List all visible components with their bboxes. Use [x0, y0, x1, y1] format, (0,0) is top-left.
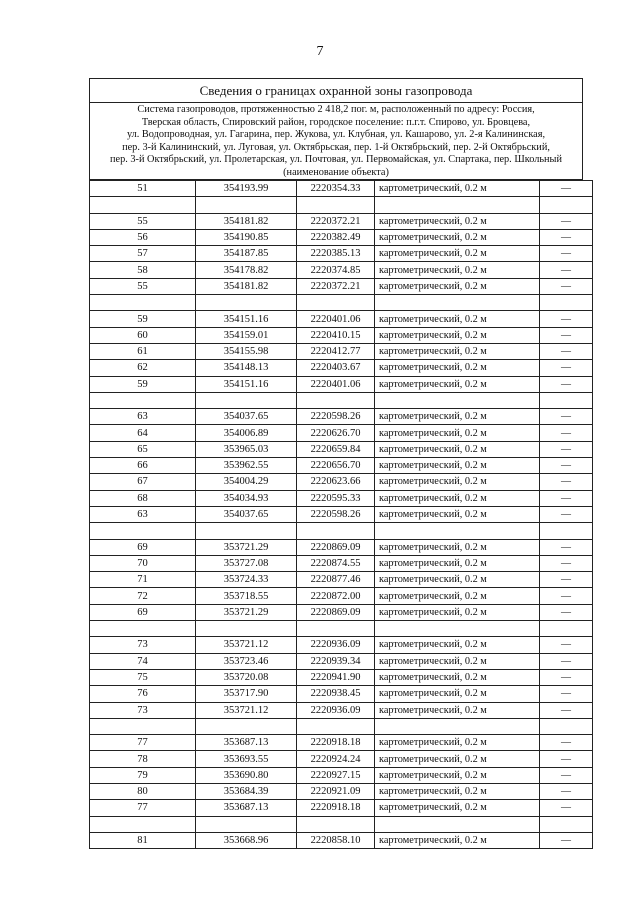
point-number-cell: 75 [90, 669, 196, 685]
coordinate-y-cell [297, 621, 375, 637]
point-number-cell [90, 392, 196, 408]
coordinate-y-cell: 2220623.66 [297, 474, 375, 490]
table-row [90, 588, 593, 604]
point-number-cell: 60 [90, 327, 196, 343]
boundary-description-cell [540, 718, 593, 734]
coordinate-y-cell [297, 718, 375, 734]
coordinate-y-cell: 2220595.33 [297, 490, 375, 506]
table-row [90, 490, 593, 506]
coordinate-y-cell: 2220412.77 [297, 343, 375, 359]
point-number-cell: 80 [90, 783, 196, 799]
point-number-cell: 55 [90, 213, 196, 229]
coordinate-y-cell: 2220918.18 [297, 800, 375, 816]
boundary-description-cell: — [540, 458, 593, 474]
table-row [90, 832, 593, 848]
description-line: ул. Водопроводная, ул. Гагарина, пер. Жукова, ул. Клубная, ул. Кашарово, ул. 2-я Калининская, [126, 129, 546, 141]
table-row [90, 767, 593, 783]
table-row [90, 458, 593, 474]
point-number-cell [90, 621, 196, 637]
coordinate-x-cell [196, 295, 297, 311]
boundary-description-cell [540, 621, 593, 637]
boundary-description-cell: — [540, 327, 593, 343]
coordinate-y-cell [297, 523, 375, 539]
table-row [90, 278, 593, 294]
boundary-description-cell: — [540, 555, 593, 571]
table-row [90, 213, 593, 229]
point-number-cell: 55 [90, 278, 196, 294]
method-accuracy-cell: картометрический, 0.2 м [375, 360, 540, 376]
spacer-row [90, 816, 593, 832]
coordinate-x-cell [196, 718, 297, 734]
coordinate-y-cell: 2220924.24 [297, 751, 375, 767]
section-title: Сведения о границах охранной зоны газопровода [90, 79, 582, 103]
table-row [90, 800, 593, 816]
boundary-description-cell: — [540, 539, 593, 555]
coordinate-x-cell: 354193.99 [196, 181, 297, 197]
table-row [90, 376, 593, 392]
boundary-description-cell: — [540, 735, 593, 751]
point-number-cell: 81 [90, 832, 196, 848]
method-accuracy-cell: картометрический, 0.2 м [375, 637, 540, 653]
method-accuracy-cell: картометрический, 0.2 м [375, 278, 540, 294]
coordinate-y-cell: 2220382.49 [297, 229, 375, 245]
point-number-cell: 56 [90, 229, 196, 245]
table-row [90, 506, 593, 522]
spacer-row [90, 295, 593, 311]
point-number-cell [90, 295, 196, 311]
point-number-cell: 64 [90, 425, 196, 441]
table-row [90, 246, 593, 262]
coordinate-y-cell: 2220372.21 [297, 213, 375, 229]
coordinate-y-cell: 2220921.09 [297, 783, 375, 799]
coordinate-y-cell: 2220403.67 [297, 360, 375, 376]
method-accuracy-cell: картометрический, 0.2 м [375, 458, 540, 474]
coordinate-y-cell: 2220858.10 [297, 832, 375, 848]
coordinate-x-cell [196, 523, 297, 539]
method-accuracy-cell: картометрический, 0.2 м [375, 343, 540, 359]
table-row [90, 360, 593, 376]
point-number-cell: 51 [90, 181, 196, 197]
boundary-description-cell: — [540, 441, 593, 457]
description-line: Система газопроводов, протяженностью 2 418,2 пог. м, расположенный по адресу: Россия, [137, 104, 535, 115]
coordinate-x-cell: 354181.82 [196, 213, 297, 229]
object-description [90, 103, 582, 180]
point-number-cell [90, 197, 196, 213]
boundary-description-cell: — [540, 637, 593, 653]
coordinate-y-cell [297, 295, 375, 311]
point-number-cell: 69 [90, 604, 196, 620]
coordinate-y-cell: 2220401.06 [297, 311, 375, 327]
coordinate-y-cell: 2220410.15 [297, 327, 375, 343]
spacer-row [90, 523, 593, 539]
point-number-cell: 62 [90, 360, 196, 376]
coordinate-x-cell [196, 392, 297, 408]
method-accuracy-cell: картометрический, 0.2 м [375, 181, 540, 197]
method-accuracy-cell: картометрический, 0.2 м [375, 246, 540, 262]
coordinate-y-cell: 2220372.21 [297, 278, 375, 294]
table-row [90, 686, 593, 702]
table-row [90, 229, 593, 245]
coordinate-y-cell [297, 197, 375, 213]
coordinate-y-cell: 2220354.33 [297, 181, 375, 197]
method-accuracy-cell [375, 523, 540, 539]
table-row [90, 653, 593, 669]
coordinate-x-cell: 354148.13 [196, 360, 297, 376]
coordinate-x-cell: 353718.55 [196, 588, 297, 604]
spacer-row [90, 392, 593, 408]
method-accuracy-cell: картометрический, 0.2 м [375, 441, 540, 457]
boundary-description-cell [540, 816, 593, 832]
boundary-description-cell: — [540, 213, 593, 229]
method-accuracy-cell: картометрический, 0.2 м [375, 604, 540, 620]
boundary-description-cell: — [540, 604, 593, 620]
coordinate-y-cell: 2220626.70 [297, 425, 375, 441]
coordinate-x-cell: 353724.33 [196, 572, 297, 588]
table-row [90, 343, 593, 359]
coordinates-table [89, 180, 593, 849]
point-number-cell: 67 [90, 474, 196, 490]
boundary-description-cell: — [540, 474, 593, 490]
boundary-description-cell: — [540, 262, 593, 278]
coordinate-y-cell: 2220374.85 [297, 262, 375, 278]
point-number-cell: 59 [90, 376, 196, 392]
coordinate-y-cell: 2220872.00 [297, 588, 375, 604]
table-row [90, 555, 593, 571]
method-accuracy-cell: картометрический, 0.2 м [375, 735, 540, 751]
coordinate-y-cell: 2220918.18 [297, 735, 375, 751]
coordinate-y-cell: 2220877.46 [297, 572, 375, 588]
table-row [90, 669, 593, 685]
table-row [90, 181, 593, 197]
point-number-cell: 65 [90, 441, 196, 457]
coordinate-x-cell: 353693.55 [196, 751, 297, 767]
method-accuracy-cell: картометрический, 0.2 м [375, 229, 540, 245]
coordinate-x-cell: 353721.29 [196, 604, 297, 620]
coordinate-x-cell: 354004.29 [196, 474, 297, 490]
table-row [90, 637, 593, 653]
method-accuracy-cell: картометрический, 0.2 м [375, 751, 540, 767]
point-number-cell: 78 [90, 751, 196, 767]
method-accuracy-cell: картометрический, 0.2 м [375, 555, 540, 571]
description-line: Тверская область, Спировский район, городское поселение: п.г.т. Спирово, ул. Бровцева, [141, 116, 531, 128]
coordinate-x-cell: 354006.89 [196, 425, 297, 441]
boundary-description-cell [540, 523, 593, 539]
coordinate-x-cell: 353721.12 [196, 637, 297, 653]
boundary-description-cell: — [540, 767, 593, 783]
coordinate-x-cell: 354155.98 [196, 343, 297, 359]
boundary-description-cell: — [540, 425, 593, 441]
method-accuracy-cell [375, 816, 540, 832]
point-number-cell: 61 [90, 343, 196, 359]
coordinate-x-cell [196, 621, 297, 637]
table-row [90, 604, 593, 620]
method-accuracy-cell: картометрический, 0.2 м [375, 669, 540, 685]
boundary-description-cell: — [540, 686, 593, 702]
coordinate-y-cell: 2220927.15 [297, 767, 375, 783]
boundary-description-cell: — [540, 246, 593, 262]
coordinate-x-cell: 353721.12 [196, 702, 297, 718]
point-number-cell: 73 [90, 702, 196, 718]
coordinate-x-cell [196, 197, 297, 213]
coordinate-x-cell: 353720.08 [196, 669, 297, 685]
description-line: пер. 3-й Октябрьский, ул. Пролетарская, ул. Почтовая, ул. Первомайская, ул. Спартака, пер. Школьный [110, 154, 562, 166]
point-number-cell: 59 [90, 311, 196, 327]
table-row [90, 751, 593, 767]
point-number-cell [90, 523, 196, 539]
method-accuracy-cell: картометрический, 0.2 м [375, 800, 540, 816]
coordinate-x-cell: 354151.16 [196, 376, 297, 392]
coordinate-y-cell: 2220938.45 [297, 686, 375, 702]
point-number-cell: 69 [90, 539, 196, 555]
coordinate-x-cell: 353965.03 [196, 441, 297, 457]
coordinate-y-cell: 2220936.09 [297, 637, 375, 653]
point-number-cell: 72 [90, 588, 196, 604]
point-number-cell: 71 [90, 572, 196, 588]
coordinate-x-cell: 354037.65 [196, 506, 297, 522]
coordinate-y-cell: 2220598.26 [297, 506, 375, 522]
method-accuracy-cell: картометрический, 0.2 м [375, 490, 540, 506]
boundary-description-cell: — [540, 409, 593, 425]
method-accuracy-cell: картометрический, 0.2 м [375, 783, 540, 799]
coordinate-y-cell [297, 816, 375, 832]
coordinate-x-cell: 353717.90 [196, 686, 297, 702]
coordinate-x-cell: 353684.39 [196, 783, 297, 799]
method-accuracy-cell: картометрический, 0.2 м [375, 702, 540, 718]
point-number-cell: 57 [90, 246, 196, 262]
table-row [90, 735, 593, 751]
method-accuracy-cell: картометрический, 0.2 м [375, 376, 540, 392]
table-row [90, 783, 593, 799]
boundary-description-cell: — [540, 311, 593, 327]
coordinate-y-cell: 2220874.55 [297, 555, 375, 571]
point-number-cell: 76 [90, 686, 196, 702]
method-accuracy-cell: картометрический, 0.2 м [375, 572, 540, 588]
coordinate-x-cell: 354190.85 [196, 229, 297, 245]
method-accuracy-cell: картометрический, 0.2 м [375, 327, 540, 343]
description-line: пер. 3-й Калининский, ул. Луговая, ул. Октябрьская, пер. 1-й Октябрьский, пер. 2-й Октябрьский, [122, 141, 550, 153]
coordinate-x-cell: 354151.16 [196, 311, 297, 327]
point-number-cell: 73 [90, 637, 196, 653]
coordinate-x-cell: 354178.82 [196, 262, 297, 278]
boundary-description-cell: — [540, 669, 593, 685]
point-number-cell: 74 [90, 653, 196, 669]
point-number-cell: 79 [90, 767, 196, 783]
page-number: 7 [316, 44, 324, 59]
coordinate-x-cell: 353687.13 [196, 735, 297, 751]
boundary-description-cell: — [540, 800, 593, 816]
boundary-description-cell [540, 295, 593, 311]
coordinate-x-cell: 354187.85 [196, 246, 297, 262]
method-accuracy-cell: картометрический, 0.2 м [375, 311, 540, 327]
description-caption: (наименование объекта) [283, 166, 389, 178]
coordinate-x-cell: 353727.08 [196, 555, 297, 571]
boundary-description-cell: — [540, 653, 593, 669]
spacer-row [90, 621, 593, 637]
boundary-description-cell: — [540, 506, 593, 522]
method-accuracy-cell [375, 392, 540, 408]
table-row [90, 311, 593, 327]
point-number-cell: 63 [90, 409, 196, 425]
method-accuracy-cell: картометрический, 0.2 м [375, 653, 540, 669]
method-accuracy-cell: картометрический, 0.2 м [375, 506, 540, 522]
table-row [90, 262, 593, 278]
coordinate-x-cell: 354034.93 [196, 490, 297, 506]
point-number-cell: 58 [90, 262, 196, 278]
table-row [90, 474, 593, 490]
coordinate-y-cell: 2220656.70 [297, 458, 375, 474]
coordinate-x-cell: 353690.80 [196, 767, 297, 783]
boundary-description-cell: — [540, 702, 593, 718]
method-accuracy-cell [375, 718, 540, 734]
method-accuracy-cell: картометрический, 0.2 м [375, 409, 540, 425]
table-row [90, 702, 593, 718]
boundary-description-cell: — [540, 783, 593, 799]
point-number-cell: 63 [90, 506, 196, 522]
coordinate-y-cell: 2220598.26 [297, 409, 375, 425]
table-row [90, 425, 593, 441]
point-number-cell: 66 [90, 458, 196, 474]
coordinates-table-body [90, 181, 593, 849]
point-number-cell [90, 816, 196, 832]
method-accuracy-cell: картометрический, 0.2 м [375, 425, 540, 441]
method-accuracy-cell: картометрический, 0.2 м [375, 767, 540, 783]
boundary-description-cell: — [540, 278, 593, 294]
coordinate-y-cell [297, 392, 375, 408]
spacer-row [90, 718, 593, 734]
boundary-description-cell: — [540, 343, 593, 359]
table-row [90, 409, 593, 425]
boundary-description-cell: — [540, 832, 593, 848]
spacer-row [90, 197, 593, 213]
point-number-cell [90, 718, 196, 734]
coordinate-x-cell: 354037.65 [196, 409, 297, 425]
boundary-description-cell: — [540, 181, 593, 197]
point-number-cell: 77 [90, 800, 196, 816]
method-accuracy-cell: картометрический, 0.2 м [375, 474, 540, 490]
coordinate-x-cell: 354181.82 [196, 278, 297, 294]
table-row [90, 539, 593, 555]
method-accuracy-cell: картометрический, 0.2 м [375, 539, 540, 555]
coordinate-y-cell: 2220939.34 [297, 653, 375, 669]
coordinate-y-cell: 2220941.90 [297, 669, 375, 685]
table-row [90, 441, 593, 457]
coordinate-y-cell: 2220869.09 [297, 604, 375, 620]
boundary-description-cell: — [540, 376, 593, 392]
boundary-description-cell: — [540, 588, 593, 604]
coordinate-x-cell [196, 816, 297, 832]
boundary-description-cell: — [540, 229, 593, 245]
coordinate-x-cell: 353668.96 [196, 832, 297, 848]
boundary-description-cell: — [540, 360, 593, 376]
boundary-description-cell [540, 197, 593, 213]
document-sheet [89, 78, 583, 847]
method-accuracy-cell: картометрический, 0.2 м [375, 832, 540, 848]
boundary-description-cell: — [540, 490, 593, 506]
point-number-cell: 68 [90, 490, 196, 506]
coordinate-x-cell: 354159.01 [196, 327, 297, 343]
coordinate-y-cell: 2220385.13 [297, 246, 375, 262]
boundary-description-cell [540, 392, 593, 408]
coordinate-x-cell: 353723.46 [196, 653, 297, 669]
coordinate-y-cell: 2220659.84 [297, 441, 375, 457]
boundary-description-cell: — [540, 572, 593, 588]
method-accuracy-cell: картометрический, 0.2 м [375, 588, 540, 604]
method-accuracy-cell: картометрический, 0.2 м [375, 686, 540, 702]
method-accuracy-cell: картометрический, 0.2 м [375, 213, 540, 229]
method-accuracy-cell: картометрический, 0.2 м [375, 262, 540, 278]
method-accuracy-cell [375, 295, 540, 311]
coordinate-y-cell: 2220869.09 [297, 539, 375, 555]
method-accuracy-cell [375, 197, 540, 213]
boundary-description-cell: — [540, 751, 593, 767]
point-number-cell: 70 [90, 555, 196, 571]
coordinate-y-cell: 2220401.06 [297, 376, 375, 392]
coordinate-x-cell: 353962.55 [196, 458, 297, 474]
table-row [90, 572, 593, 588]
coordinate-y-cell: 2220936.09 [297, 702, 375, 718]
coordinate-x-cell: 353687.13 [196, 800, 297, 816]
table-row [90, 327, 593, 343]
coordinate-x-cell: 353721.29 [196, 539, 297, 555]
point-number-cell: 77 [90, 735, 196, 751]
method-accuracy-cell [375, 621, 540, 637]
